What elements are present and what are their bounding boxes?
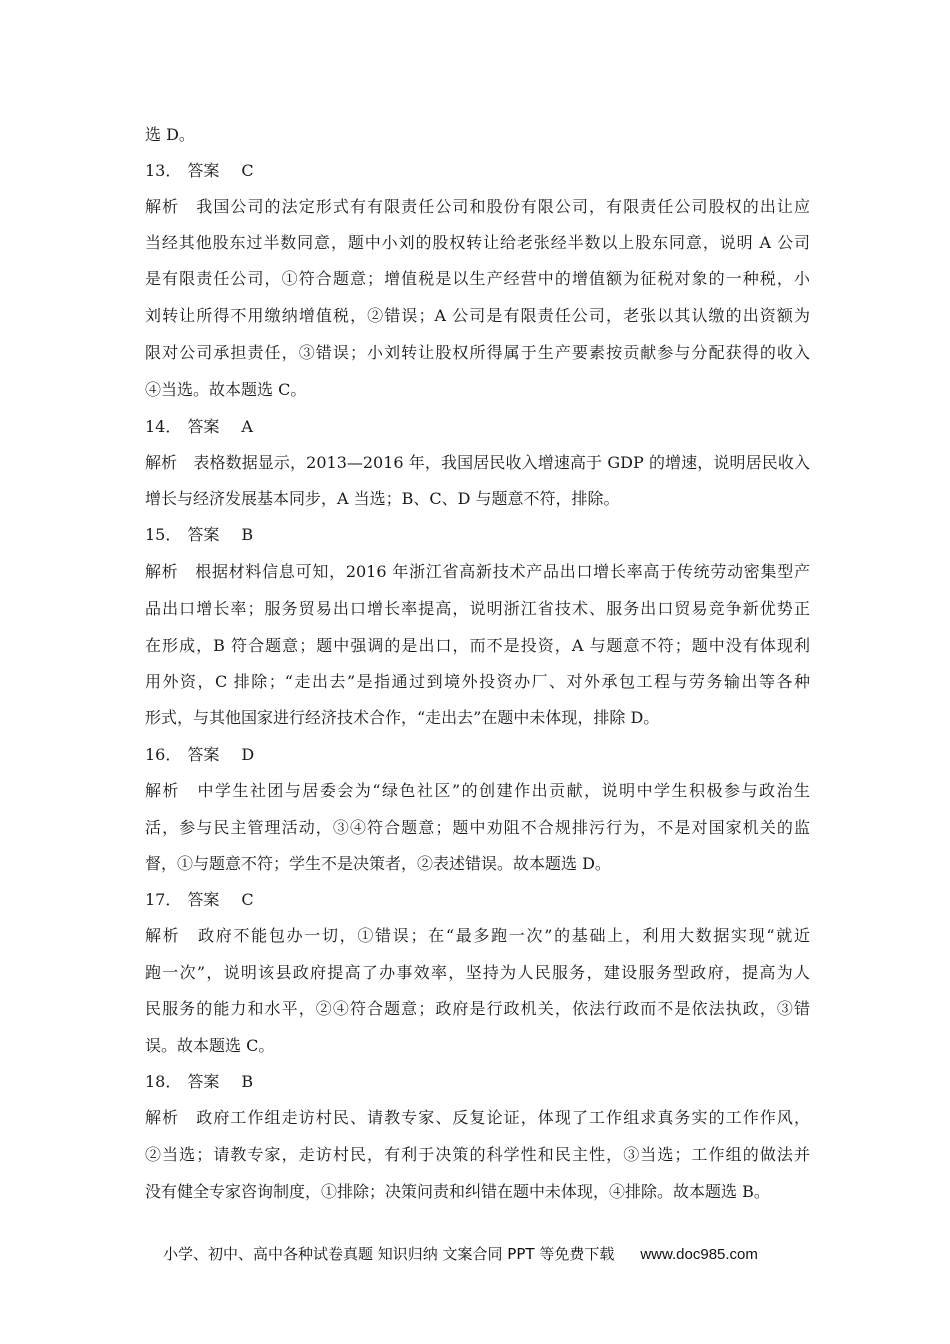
explanation-line: 品出口增长率；服务贸易出口增长率提高，说明浙江省技术、服务出口贸易竞争新优势正	[145, 599, 810, 618]
question-number: 18．	[145, 1072, 182, 1091]
explanation-line: 督，①与题意不符；学生不是决策者，②表述错误。故本题选 D。	[145, 854, 611, 873]
explanation-line: ②当选；请教专家，走访村民，有利于决策的科学性和民主性，③当选；工作组的做法并	[145, 1145, 810, 1164]
explanation-line: 解析 中学生社团与居委会为“绿色社区”的创建作出贡献，说明中学生积极参与政治生	[145, 781, 810, 800]
answer-label: 答案	[187, 161, 220, 180]
answer-value: A	[241, 417, 253, 436]
footer-url[interactable]: www.doc985.com	[640, 1246, 758, 1263]
answer-label: 答案	[187, 745, 220, 764]
explanation-line: 解析 政府不能包办一切，①错误；在“最多跑一次”的基础上，利用大数据实现“就近	[145, 926, 810, 945]
answer-14	[145, 417, 253, 437]
explanation-line: 解析 政府工作组走访村民、请教专家、反复论证，体现了工作组求真务实的工作作风，	[145, 1108, 810, 1127]
explanation-line: 增长与经济发展基本同步，A 当选；B、C、D 与题意不符，排除。	[145, 489, 620, 508]
answer-label: 答案	[187, 890, 220, 909]
answer-value: C	[241, 161, 254, 180]
explanation-line: 活，参与民主管理活动，③④符合题意；题中劝阻不合规排污行为，不是对国家机关的监	[145, 818, 810, 837]
answer-value: D	[241, 745, 255, 764]
explanation-line: 跑一次”，说明该县政府提高了办事效率，坚持为人民服务，建设服务型政府，提高为人	[145, 963, 810, 982]
explanation-line: 解析 根据材料信息可知，2016 年浙江省高新技术产品出口增长率高于传统劳动密集型产	[145, 562, 810, 581]
answer-18	[145, 1072, 253, 1092]
explanation-line: 没有健全专家咨询制度，①排除；决策问责和纠错在题中未体现，④排除。故本题选 B。	[145, 1182, 770, 1201]
explanation-line: 解析 表格数据显示，2013—2016 年，我国居民收入增速高于 GDP 的增速，说明居民收入	[145, 453, 810, 472]
question-number: 15．	[145, 525, 182, 544]
page-footer	[163, 1244, 758, 1265]
explanation-line: ④当选。故本题选 C。	[145, 380, 307, 399]
explanation-line: 用外资，C 排除；“走出去”是指通过到境外投资办厂、对外承包工程与劳务输出等各种	[145, 672, 810, 691]
explanation-line: 限对公司承担责任，③错误；小刘转让股权所得属于生产要素按贡献参与分配获得的收入	[145, 343, 810, 362]
explanation-line: 在形成，B 符合题意；题中强调的是出口，而不是投资，A 与题意不符；题中没有体现利	[145, 636, 810, 655]
answer-value: B	[241, 525, 254, 544]
text-line: 选 D。	[145, 125, 195, 144]
explanation-line: 刘转让所得不用缴纳增值税，②错误；A 公司是有限责任公司，老张以其认缴的出资额为	[145, 306, 810, 325]
answer-15	[145, 525, 253, 545]
question-number: 17．	[145, 890, 182, 909]
question-number: 14．	[145, 417, 182, 436]
answer-16	[145, 745, 254, 765]
answer-17	[145, 890, 254, 910]
explanation-line: 误。故本题选 C。	[145, 1036, 275, 1055]
question-number: 13．	[145, 161, 182, 180]
answer-label: 答案	[187, 525, 220, 544]
explanation-line: 解析 我国公司的法定形式有有限责任公司和股份有限公司，有限责任公司股权的出让应	[145, 197, 810, 216]
explanation-line: 是有限责任公司，①符合题意；增值税是以生产经营中的增值额为征税对象的一种税，小	[145, 269, 810, 288]
answer-13	[145, 161, 254, 181]
footer-text: 小学、初中、高中各种试卷真题 知识归纳 文案合同 PPT 等免费下载	[163, 1245, 615, 1263]
answer-value: C	[241, 890, 254, 909]
explanation-line: 当经其他股东过半数同意，题中小刘的股权转让给老张经半数以上股东同意，说明 A 公司	[145, 233, 810, 252]
question-number: 16．	[145, 745, 182, 764]
explanation-line: 形式，与其他国家进行经济技术合作，“走出去”在题中未体现，排除 D。	[145, 708, 660, 727]
answer-label: 答案	[187, 1072, 220, 1091]
explanation-line: 民服务的能力和水平，②④符合题意；政府是行政机关，依法行政而不是依法执政，③错	[145, 999, 810, 1018]
answer-value: B	[241, 1072, 254, 1091]
answer-label: 答案	[187, 417, 220, 436]
